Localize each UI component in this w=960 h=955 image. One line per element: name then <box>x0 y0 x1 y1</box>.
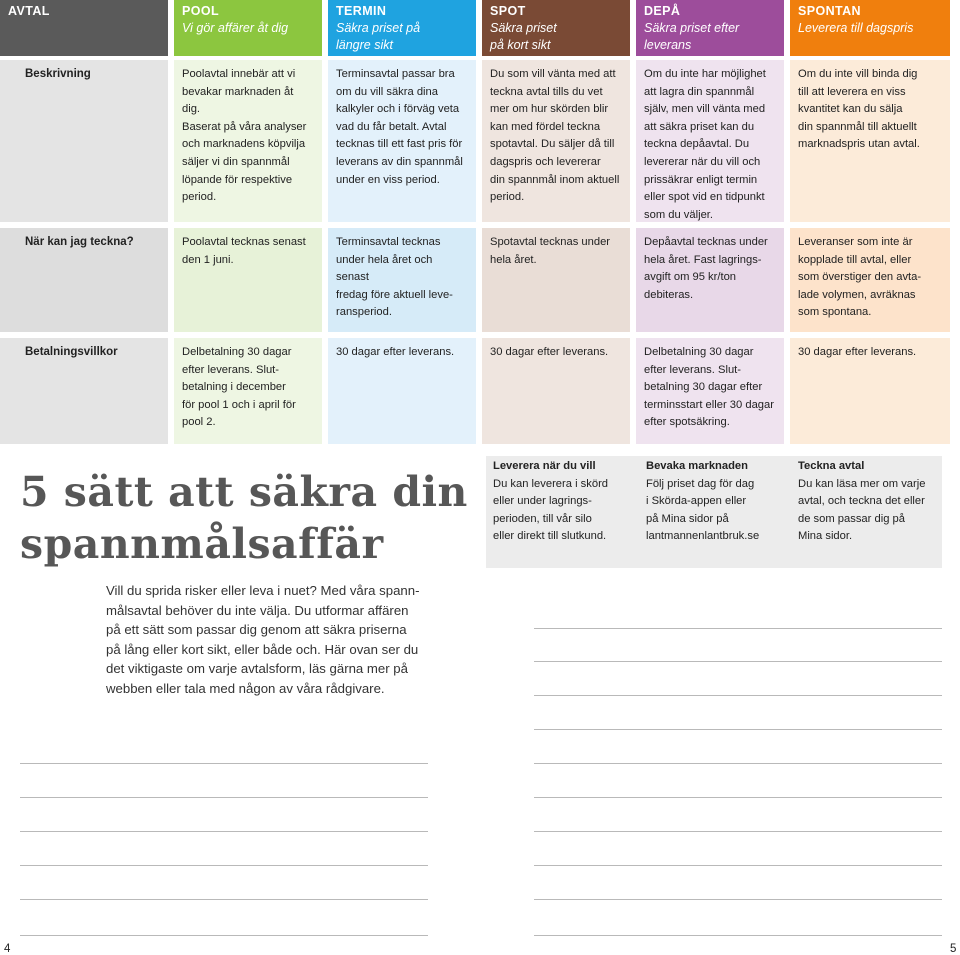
text-line: avgift om 95 kr/ton <box>644 271 737 284</box>
header-termin-subtitle-1: Säkra priset på <box>336 21 421 35</box>
writing-line <box>20 899 428 900</box>
text-line: i Skörda-appen eller <box>646 495 747 507</box>
text-line: att säkra priset kan du <box>644 120 755 133</box>
text-line: perioden, till vår silo <box>493 512 592 525</box>
text-line: eller spot vid en tidpunkt <box>644 191 765 204</box>
text-line: betalning i december <box>182 381 286 394</box>
writing-line <box>534 831 942 832</box>
text-line: efter leverans. Slut- <box>644 363 742 376</box>
text-line: de som passar dig på <box>798 512 905 525</box>
page-title-line-2: spannmålsaffär <box>20 520 384 568</box>
cell-betalning-spontan <box>790 338 950 444</box>
page-title <box>20 466 468 570</box>
writing-line <box>534 661 942 662</box>
text-line: som överstiger den avta- <box>798 271 922 284</box>
text-line: prissäkrar enligt termin <box>644 173 758 186</box>
text-line: själv, men vill vänta med <box>644 103 766 116</box>
text-line: spotavtal. Du säljer då till <box>490 138 615 151</box>
row-label-text: När kan jag teckna? <box>25 236 134 248</box>
row-label-beskrivning <box>0 60 168 222</box>
text-line: Depåavtal tecknas under <box>644 236 768 248</box>
writing-line <box>534 695 942 696</box>
text-line: din spannmål till aktuellt <box>798 120 917 133</box>
cell-nar-spot <box>482 228 630 332</box>
header-depa-title: DEPÅ <box>644 4 681 18</box>
text-line: Delbetalning 30 dagar <box>182 346 292 358</box>
cell-betalning-depa <box>636 338 784 444</box>
header-pool-title: POOL <box>182 4 220 18</box>
info-heading: Bevaka marknaden <box>646 460 748 472</box>
writing-line <box>534 628 942 629</box>
page-number-left: 4 <box>4 943 11 955</box>
text-line: Terminsavtal passar bra <box>336 68 455 80</box>
writing-line <box>20 865 428 866</box>
text-line: kalkyler och i förväg veta <box>336 103 460 116</box>
header-depa-subtitle-2: leverans <box>644 38 692 52</box>
text-line: pool 2. <box>182 416 216 429</box>
row-label-text: Beskrivning <box>25 68 91 80</box>
text-line: Du kan leverera i skörd <box>493 477 609 490</box>
header-pool-subtitle: Vi gör affärer åt dig <box>182 21 289 35</box>
cell-betalning-pool <box>174 338 322 444</box>
info-box-teckna <box>798 458 946 546</box>
cell-betalning-termin <box>328 338 476 444</box>
text-line: att lagra din spannmål <box>644 85 755 98</box>
header-depa <box>636 0 784 56</box>
writing-line <box>534 865 942 866</box>
text-line: tecknas till ett fast pris för <box>336 138 463 151</box>
writing-line <box>534 729 942 730</box>
writing-line <box>534 763 942 764</box>
page-title-line-1: 5 sätt att säkra din <box>20 468 468 516</box>
text-line: ransperiod. <box>336 306 392 319</box>
info-box-bevaka <box>646 458 794 546</box>
text-line: bevakar marknaden åt dig. <box>182 85 294 116</box>
cell-nar-depa <box>636 228 784 332</box>
writing-line <box>20 831 428 832</box>
row-label-nar <box>0 228 168 332</box>
page-number-right: 5 <box>950 943 957 955</box>
header-spot-subtitle-2: på kort sikt <box>490 38 551 52</box>
text-line: teckna avtal tills du vet <box>490 85 603 98</box>
text-line: hela året. Fast lagrings- <box>644 253 762 266</box>
text-line: leverans av din spannmål <box>336 155 463 168</box>
text-line: avtal, och teckna det eller <box>798 495 925 507</box>
header-avtal <box>0 0 168 56</box>
header-spot-title: SPOT <box>490 4 526 18</box>
text-line: till att leverera en viss <box>798 85 906 98</box>
text-line: eller under lagrings- <box>493 495 592 507</box>
text-line: Om du inte vill binda dig <box>798 68 918 80</box>
text-line: din spannmål inom aktuell <box>490 173 620 186</box>
header-pool <box>174 0 322 56</box>
writing-line <box>534 797 942 798</box>
text-line: teckna depåavtal. Du <box>644 138 750 151</box>
row-label-text: Betalningsvillkor <box>25 346 118 358</box>
text-line: dagspris och levererar <box>490 155 601 168</box>
text-line: målsavtal behöver du inte välja. Du utformar affären <box>106 602 409 618</box>
text-line: Mina sidor. <box>798 530 853 542</box>
text-line: 30 dagar efter leverans. <box>798 346 917 358</box>
header-spot-subtitle-1: Säkra priset <box>490 21 557 35</box>
text-line: period. <box>182 191 217 204</box>
text-line: om du vill säkra dina <box>336 85 438 98</box>
text-line: Följ priset dag för dag <box>646 477 755 490</box>
header-spot <box>482 0 630 56</box>
cell-nar-termin <box>328 228 476 332</box>
info-box-leverera <box>493 458 641 546</box>
cell-beskrivning-spot <box>482 60 630 222</box>
text-line: det viktigaste om varje avtalsform, läs gärna mer på <box>106 661 408 676</box>
writing-line <box>20 797 428 798</box>
text-line: betalning 30 dagar efter <box>644 381 763 394</box>
text-line: Spotavtal tecknas under <box>490 236 611 248</box>
cell-nar-spontan <box>790 228 950 332</box>
text-line: fredag före aktuell leve- <box>336 288 453 301</box>
writing-line <box>20 935 428 936</box>
header-termin-subtitle-2: längre sikt <box>336 38 393 52</box>
text-line: den 1 juni. <box>182 253 234 266</box>
text-line: terminsstart eller 30 dagar <box>644 398 774 411</box>
text-line: 30 dagar efter leverans. <box>336 346 455 358</box>
text-line: efter leverans. Slut- <box>182 363 280 376</box>
text-line: och marknadens köpvilja <box>182 138 306 151</box>
cell-beskrivning-depa <box>636 60 784 222</box>
text-line: kvantitet kan du sälja <box>798 103 903 116</box>
header-termin <box>328 0 476 56</box>
text-line: debiteras. <box>644 288 694 301</box>
cell-betalning-spot <box>482 338 630 444</box>
header-spontan-title: SPONTAN <box>798 4 861 18</box>
text-line: kopplade till avtal, eller <box>798 253 912 266</box>
text-line: under en viss period. <box>336 173 440 186</box>
info-heading: Leverera när du vill <box>493 460 596 472</box>
header-spontan <box>790 0 950 56</box>
row-label-betalning <box>0 338 168 444</box>
text-line: eller direkt till slutkund. <box>493 530 607 542</box>
text-line: webben eller tala med någon av våra rådgivare. <box>106 680 385 696</box>
text-line: Baserat på våra analyser <box>182 120 307 133</box>
text-line: Poolavtal innebär att vi <box>182 68 296 80</box>
text-line: för pool 1 och i april för <box>182 398 296 411</box>
text-line: Du kan läsa mer om varje <box>798 477 926 490</box>
cell-beskrivning-termin <box>328 60 476 222</box>
text-line: Delbetalning 30 dagar <box>644 346 754 358</box>
writing-line <box>534 899 942 900</box>
intro-paragraph <box>106 581 436 698</box>
text-line: lade volymen, avräknas <box>798 288 916 301</box>
text-line: på ett sätt som passar dig genom att säkra priserna <box>106 622 407 637</box>
text-line: Terminsavtal tecknas <box>336 236 441 248</box>
text-line: Leveranser som inte är <box>798 236 913 248</box>
text-line: marknadspris utan avtal. <box>798 138 920 151</box>
text-line: Om du inte har möjlighet <box>644 68 766 80</box>
info-heading: Teckna avtal <box>798 460 865 472</box>
header-avtal-title: AVTAL <box>8 4 50 18</box>
writing-line <box>20 763 428 764</box>
text-line: 30 dagar efter leverans. <box>490 346 609 358</box>
cell-beskrivning-spontan <box>790 60 950 222</box>
text-line: hela året. <box>490 253 537 266</box>
header-depa-subtitle-1: Säkra priset efter <box>644 21 740 35</box>
text-line: vad du får betalt. Avtal <box>336 120 447 133</box>
text-line: period. <box>490 191 525 204</box>
header-termin-title: TERMIN <box>336 4 387 18</box>
text-line: under hela året och senast <box>336 253 433 284</box>
text-line: löpande för respektive <box>182 173 293 186</box>
text-line: mer om hur skörden blir <box>490 103 609 116</box>
text-line: på lång eller kort sikt, eller både och. Här ovan ser du <box>106 641 419 657</box>
header-spontan-subtitle: Leverera till dagspris <box>798 21 914 35</box>
text-line: efter spotsäkring. <box>644 416 730 429</box>
cell-nar-pool <box>174 228 322 332</box>
text-line: lantmannenlantbruk.se <box>646 530 760 542</box>
cell-beskrivning-pool <box>174 60 322 222</box>
text-line: levererar när du vill och <box>644 155 761 168</box>
text-line: som du väljer. <box>644 208 714 221</box>
text-line: Poolavtal tecknas senast <box>182 236 306 248</box>
text-line: Du som vill vänta med att <box>490 68 616 80</box>
text-line: som spontana. <box>798 306 872 319</box>
text-line: säljer vi din spannmål <box>182 155 290 168</box>
writing-line <box>534 935 942 936</box>
text-line: på Mina sidor på <box>646 512 729 525</box>
text-line: kan med fördel teckna <box>490 120 601 133</box>
text-line: Vill du sprida risker eller leva i nuet? Med våra spann- <box>106 583 420 598</box>
